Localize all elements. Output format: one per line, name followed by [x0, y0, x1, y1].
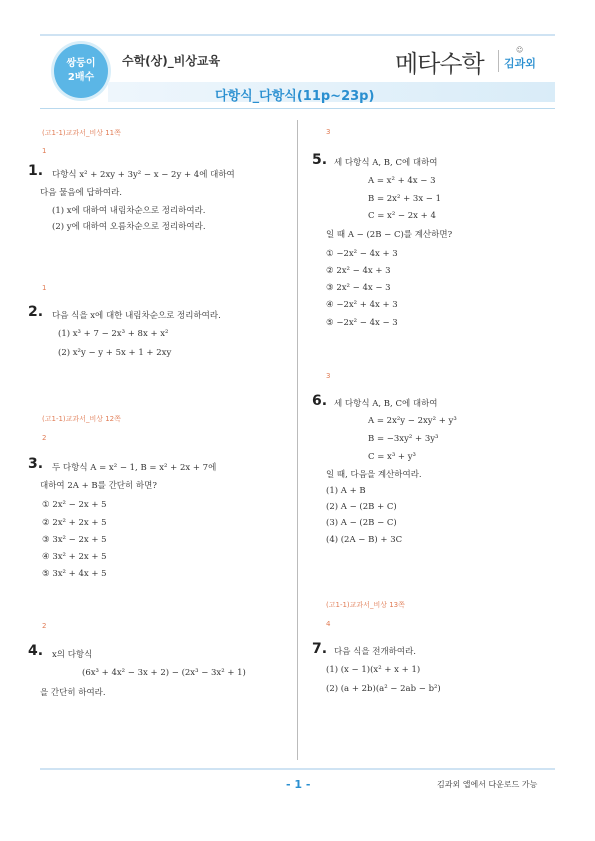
q5-line3: B = 2x² + 3x − 1	[368, 194, 442, 204]
q2-number: 2.	[28, 304, 44, 320]
q2-line2: (1) x³ + 7 − 2x³ + 8x + x²	[58, 329, 169, 339]
q6-item: (2) A − (2B + C)	[326, 502, 397, 512]
q5-option[interactable]: ③ 2x² − 4x − 3	[326, 283, 391, 293]
twin-badge	[54, 44, 108, 98]
download-note: 김과외 앱에서 다운로드 가능	[437, 780, 538, 789]
page-number: - 1 -	[286, 778, 311, 791]
q3-number: 3.	[28, 456, 44, 472]
source-label: (고1-1)교과서_비상 12쪽	[42, 415, 121, 423]
q6-line1: 세 다항식 A, B, C에 대하여	[334, 399, 438, 409]
q7-number: 7.	[312, 641, 328, 657]
q2-line1: 다음 식을 x에 대한 내림차순으로 정리하여라.	[52, 311, 221, 321]
q5-option[interactable]: ① −2x² − 4x + 3	[326, 249, 398, 259]
q5-level: 3	[326, 128, 331, 136]
q4-level: 2	[42, 622, 47, 630]
q4-line1: x의 다항식	[52, 650, 93, 660]
q3-option[interactable]: ① 2x² − 2x + 5	[42, 500, 107, 510]
footer-rule	[40, 768, 555, 770]
q1-line1: 다항식 x² + 2xy + 3y² − x − 2y + 4에 대하여	[52, 170, 235, 180]
q1-line4: (2) y에 대하여 오름차순으로 정리하여라.	[52, 222, 206, 232]
q1-level: 1	[42, 147, 47, 155]
q7-line2: (1) (x − 1)(x² + x + 1)	[326, 665, 421, 675]
q5-line4: C = x² − 2x + 4	[368, 211, 436, 221]
q3-option[interactable]: ② 2x² + 2x + 5	[42, 518, 107, 528]
q7-line1: 다음 식을 전개하여라.	[334, 647, 417, 657]
q5-option[interactable]: ④ −2x² + 4x + 3	[326, 300, 398, 310]
q7-line3: (2) (a + 2b)(a² − 2ab − b²)	[326, 684, 441, 694]
q6-item: (4) (2A − B) + 3C	[326, 535, 403, 545]
q3-line1: 두 다항식 A = x² − 1, B = x² + 2x + 7에	[52, 463, 217, 473]
kim-tutor-logo: 김과외	[504, 57, 536, 70]
chapter-title: 다항식_다항식(11p~23p)	[215, 89, 375, 104]
q3-option[interactable]: ③ 3x² − 2x + 5	[42, 535, 107, 545]
badge-line1: 쌍둥이	[66, 58, 96, 69]
q5-number: 5.	[312, 152, 328, 168]
q6-line3: B = −3xy² + 3y³	[368, 434, 439, 444]
logo-divider	[498, 50, 499, 72]
q5-line2: A = x² + 4x − 3	[368, 176, 436, 186]
q2-line3: (2) x²y − y + 5x + 1 + 2xy	[58, 348, 172, 358]
q6-item: (3) A − (2B − C)	[326, 518, 397, 528]
q5-line1: 세 다항식 A, B, C에 대하여	[334, 158, 438, 168]
top-rule	[40, 34, 555, 36]
q3-level: 2	[42, 434, 47, 442]
q5-option[interactable]: ② 2x² − 4x + 3	[326, 266, 391, 276]
q6-line5: 일 때, 다음을 계산하여라.	[326, 470, 422, 480]
q5-line5: 일 때 A − (2B − C)를 계산하면?	[326, 230, 453, 240]
q1-line3: (1) x에 대하여 내림차순으로 정리하여라.	[52, 206, 206, 216]
q7-level: 4	[326, 620, 331, 628]
badge-line2: 2배수	[67, 72, 95, 83]
q1-line2: 다음 물음에 답하여라.	[40, 188, 123, 198]
q3-option[interactable]: ④ 3x² + 2x + 5	[42, 552, 107, 562]
q6-line4: C = x³ + y³	[368, 452, 416, 462]
q3-option[interactable]: ⑤ 3x² + 4x + 5	[42, 569, 107, 579]
header-rule	[40, 108, 555, 109]
column-divider	[297, 120, 298, 760]
subject-title: 수학(상)_비상교육	[122, 54, 221, 68]
source-label: (고1-1)교과서_비상 11쪽	[42, 129, 121, 137]
q4-number: 4.	[28, 643, 44, 659]
q4-line2: (6x³ + 4x² − 3x + 2) − (2x³ − 3x² + 1)	[82, 668, 246, 678]
q3-line2: 대하여 2A + B를 간단히 하면?	[40, 481, 157, 491]
source-label: (고1-1)교과서_비상 13쪽	[326, 601, 405, 609]
meta-math-logo: 메타수학	[395, 50, 484, 78]
q1-number: 1.	[28, 163, 44, 179]
q6-number: 6.	[312, 393, 328, 409]
q5-option[interactable]: ⑤ −2x² − 4x − 3	[326, 318, 398, 328]
q6-level: 3	[326, 372, 331, 380]
q6-item: (1) A + B	[326, 486, 366, 496]
q6-line2: A = 2x²y − 2xy² + y³	[368, 416, 457, 426]
q2-level: 1	[42, 284, 47, 292]
q4-line3: 을 간단히 하여라.	[40, 688, 106, 698]
kim-tutor-icon: ☺	[516, 46, 524, 54]
